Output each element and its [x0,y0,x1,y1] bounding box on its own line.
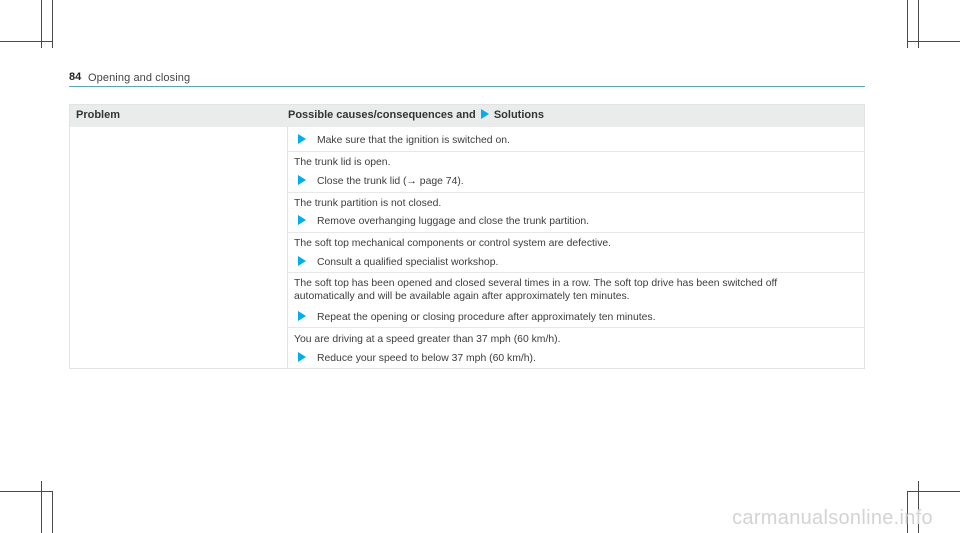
crop-mark-bottom-left-v2 [52,491,53,533]
crop-mark-top-right-h [907,41,960,42]
table-header [70,105,864,127]
solution-step [298,134,510,147]
cause-text: You are driving at a speed greater than 37 mph (60 km/h). [294,334,561,345]
row-divider [287,232,865,233]
arrow-right-icon [298,352,306,362]
row-divider [287,192,865,193]
solution-step-text: Close the trunk lid (→ page 74). [317,176,464,187]
solution-step-text: Make sure that the ignition is switched on. [317,135,510,146]
cause-text: The trunk partition is not closed. [294,198,442,209]
column-header-problem: Problem [76,109,121,121]
solution-step-text: Repeat the opening or closing procedure after approximately ten minutes. [317,312,656,323]
row-divider [287,151,865,152]
row-divider [287,272,865,273]
page-number: 84 [69,71,82,83]
arrow-right-icon [298,175,306,185]
cause-text: The trunk lid is open. [294,157,391,168]
arrow-right-icon [298,215,306,225]
solution-step-text: Reduce your speed to below 37 mph (60 km/h). [317,353,536,364]
cause-text: The soft top mechanical components or control system are defective. [294,238,612,249]
column-divider [287,127,288,369]
column-header-solutions [288,109,544,121]
solution-step [298,175,464,188]
crop-mark-top-left-v2 [52,0,53,48]
cause-text-line: The soft top has been opened and closed several times in a row. The soft top drive has been switched off [294,278,778,289]
crop-mark-bottom-right-h [907,491,960,492]
arrow-right-icon [298,311,306,321]
watermark: carmanualsonline.info [732,507,933,529]
crop-mark-bottom-left-h [0,491,52,492]
crop-mark-bottom-left-v [41,481,42,533]
header-rule [69,86,865,87]
arrow-right-icon [298,256,306,266]
arrow-right-icon [298,134,306,144]
crop-mark-top-left-h [0,41,52,42]
solution-step-text: Consult a qualified specialist workshop. [317,257,499,268]
page-section-title: Opening and closing [88,72,191,84]
solution-step [298,256,498,269]
cause-text-line: automatically and will be available again after approximately ten minutes. [294,291,630,302]
solution-step [298,352,536,365]
solution-step [298,215,589,228]
problem-solutions-table [69,104,865,369]
column-header-causes: Possible causes/consequences and [288,109,476,121]
column-header-solutions-label: Solutions [493,109,544,121]
solution-step [298,311,655,324]
arrow-right-icon [481,109,489,119]
solution-step-text: Remove overhanging luggage and close the trunk partition. [317,216,590,227]
row-divider [287,327,865,328]
